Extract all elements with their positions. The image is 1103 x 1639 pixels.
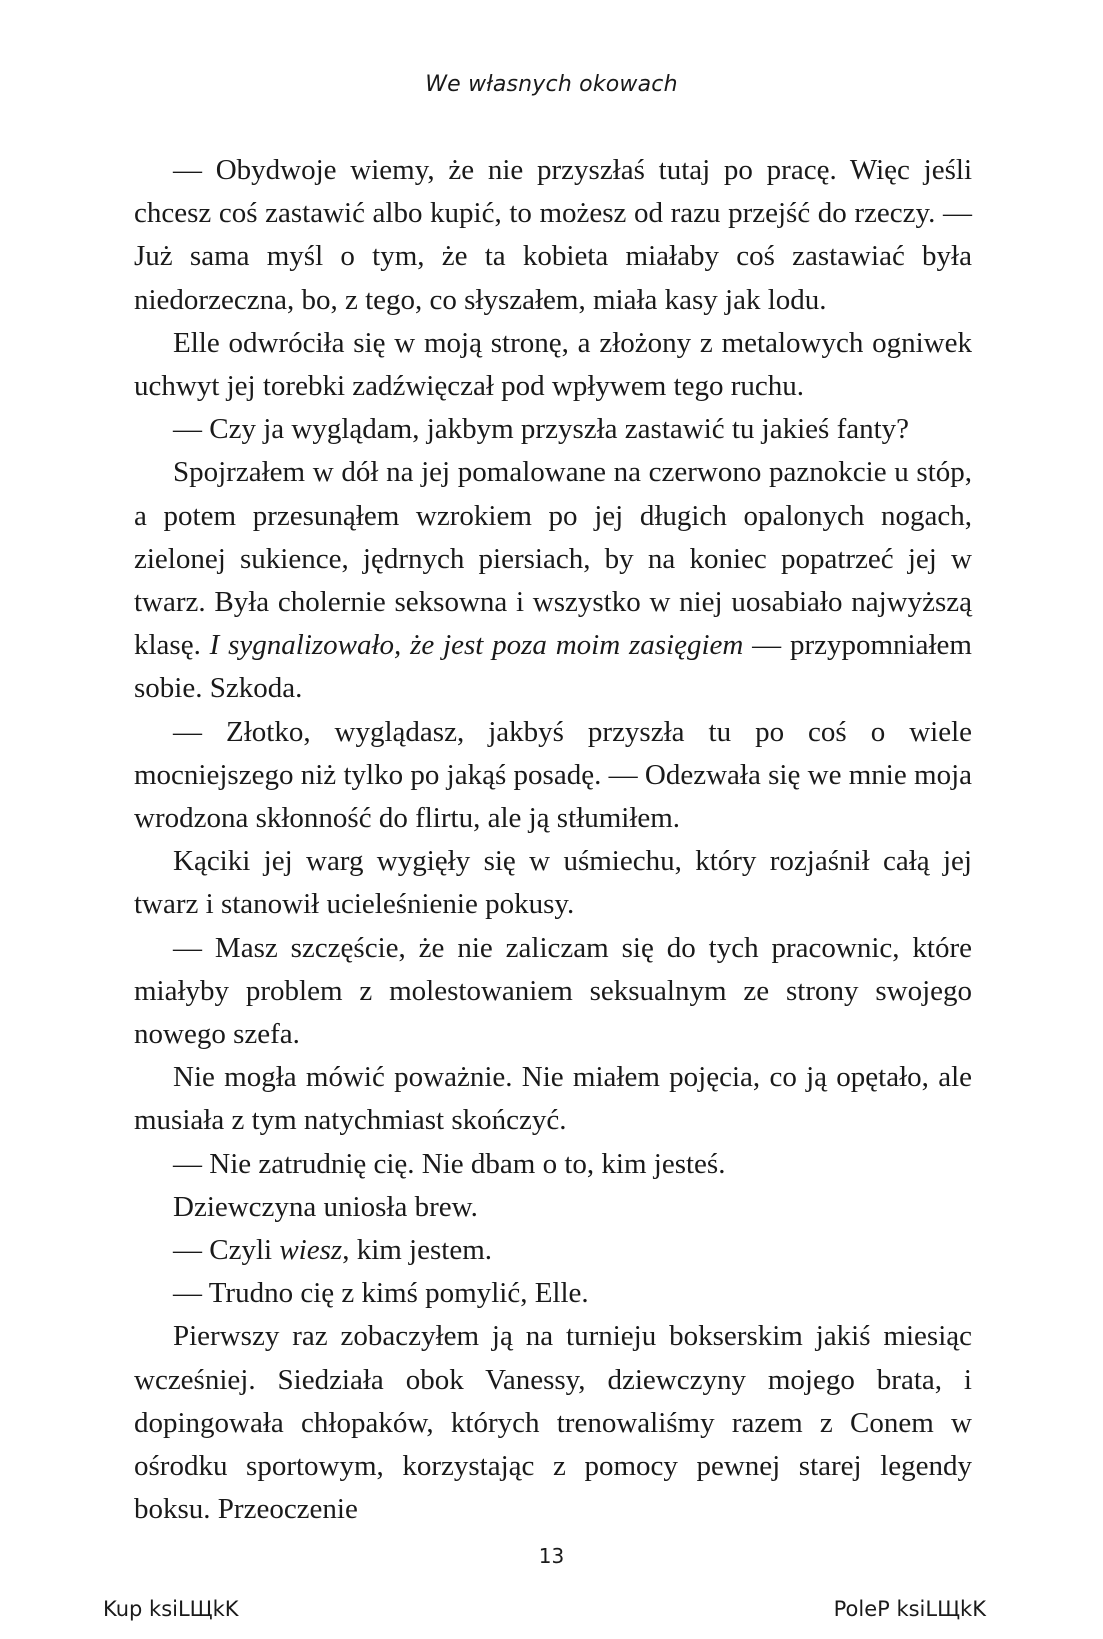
paragraph <box>134 149 972 322</box>
italic-run: I sygnalizowało, że jest poza moim zasięgiem <box>209 629 744 662</box>
text-run: Kąciki jej warg wygięły się w uśmiechu, który rozjaśnił całą jej twarz i stanowił ucieleśnienie pokusy. <box>134 845 972 921</box>
paragraph <box>134 1315 972 1531</box>
paragraph <box>134 322 972 408</box>
text-run: — Złotko, wyglądasz, jakbyś przyszła tu po coś o wiele mocniejszego niż tylko po jakąś posadę. — Odezwała się we mnie moja wrodzona skłonność do flirtu, ale ją stłumiłem. <box>134 715 972 835</box>
paragraph <box>134 408 972 451</box>
paragraph <box>134 1143 972 1186</box>
text-run: — Obydwoje wiemy, że nie przyszłaś tutaj po pracę. Więc jeśli chcesz coś zastawić albo kupić, to możesz od razu przejść do rzeczy. — Już sama myśl o tym, że ta kobieta miałaby coś zastawiać była niedorzeczna, bo, z tego, co słyszałem, miała kasy jak lodu. <box>134 154 972 316</box>
text-run: Pierwszy raz zobaczyłem ją na turnieju bokserskim jakiś miesiąc wcześniej. Siedziała obok Vanessy, dziewczyny mojego brata, i dopingowała chłopaków, których trenowaliśmy razem z Conem w ośrodku sportowym, korzystając z pomocy pewnej starej legendy boksu. Przeoczenie <box>134 1320 972 1526</box>
text-run: Spojrzałem w dół na jej pomalowane na czerwono paznokcie u stóp, a potem przesunąłem wzrokiem po jej długich opalonych nogach, zielonej sukience, jędrnych piersiach, by na koniec popatrzeć jej w twarz. Była cholernie seksowna i wszystko w niej uosabiało najwyższą klasę. <box>134 456 972 662</box>
paragraph <box>134 711 972 841</box>
text-run: , kim jestem. <box>342 1234 493 1267</box>
paragraph <box>134 1229 972 1272</box>
paragraph <box>134 1272 972 1315</box>
italic-run: wiesz <box>279 1234 343 1267</box>
text-run: — Trudno cię z kimś pomylić, Elle. <box>173 1277 589 1310</box>
running-title: We własnych okowach <box>425 72 678 97</box>
buy-book-link[interactable]: Kup ksiLЩkK <box>103 1597 239 1621</box>
text-run: Nie mogła mówić poważnie. Nie miałem pojęcia, co ją opętało, ale musiała z tym natychmiast skończyć. <box>134 1061 972 1137</box>
paragraph <box>134 927 972 1057</box>
page-number: 13 <box>538 1544 565 1568</box>
paragraph <box>134 840 972 926</box>
text-run: — Czy ja wyglądam, jakbym przyszła zastawić tu jakieś fanty? <box>173 413 910 446</box>
paragraph <box>134 451 972 710</box>
text-run: Dziewczyna uniosła brew. <box>173 1190 478 1223</box>
text-run: — Masz szczęście, że nie zaliczam się do tych pracownic, które miałyby problem z molestowaniem seksualnym ze strony swojego nowego szefa. <box>134 931 972 1051</box>
text-run: — Nie zatrudnię cię. Nie dbam o to, kim jesteś. <box>173 1147 726 1180</box>
text-run: Elle odwróciła się w moją stronę, a złożony z metalowych ogniwek uchwyt jej torebki zadźwięczał pod wpływem tego ruchu. <box>134 326 972 403</box>
recommend-book-link[interactable]: PoleP ksiLЩkK <box>833 1597 986 1621</box>
paragraph <box>134 1186 972 1229</box>
chapter-body-text <box>134 149 972 1532</box>
text-run: — przypomniałem sobie. Szkoda. <box>134 629 972 705</box>
paragraph <box>134 1056 972 1142</box>
text-run: — Czyli <box>173 1234 280 1267</box>
